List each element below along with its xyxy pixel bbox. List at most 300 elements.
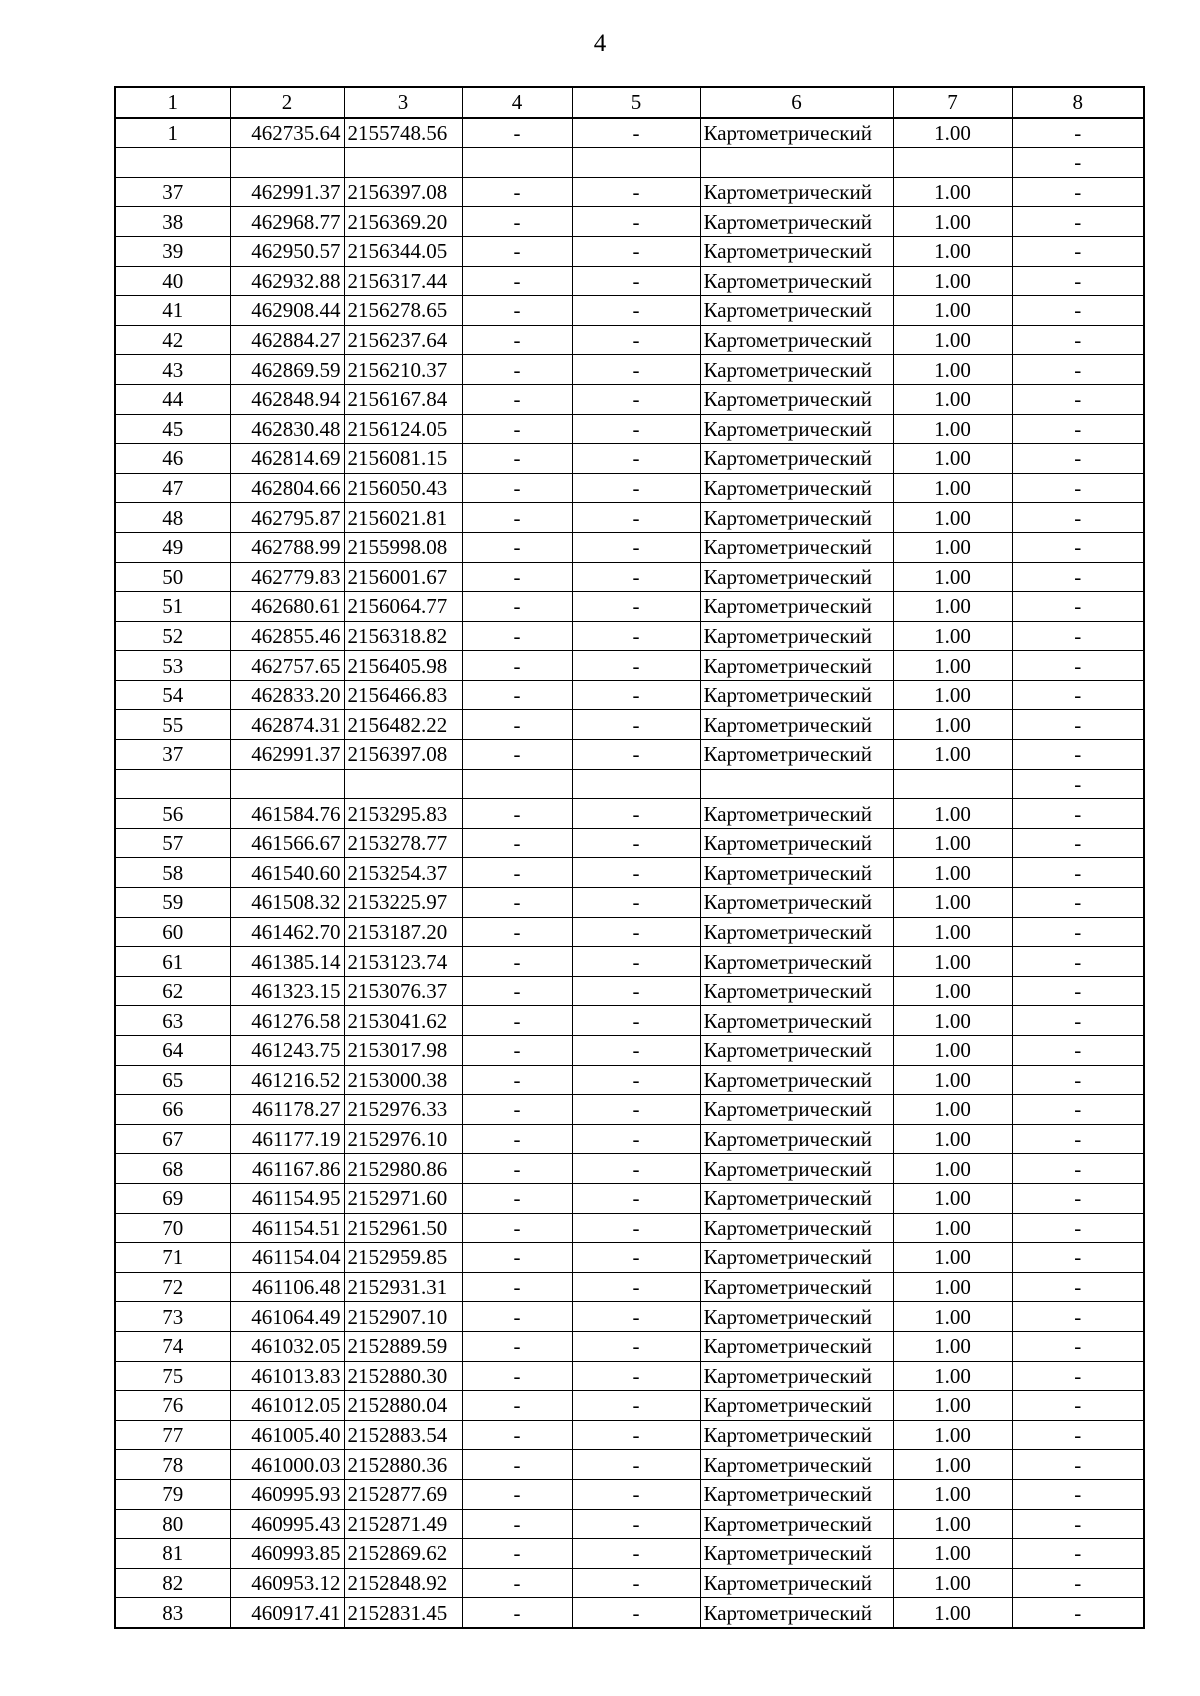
column-4-cell: - xyxy=(462,947,572,977)
precision-cell: 1.00 xyxy=(893,621,1012,651)
column-5-cell: - xyxy=(572,1361,700,1391)
precision-cell: 1.00 xyxy=(893,1598,1012,1628)
table-row xyxy=(115,947,1144,977)
column-8-cell: - xyxy=(1012,1095,1144,1125)
column-5-cell: - xyxy=(572,1509,700,1539)
table-row xyxy=(115,562,1144,592)
column-4-cell: - xyxy=(462,799,572,829)
point-number-cell: 79 xyxy=(115,1479,230,1509)
precision-cell: 1.00 xyxy=(893,1065,1012,1095)
column-8-cell: - xyxy=(1012,592,1144,622)
y-coordinate-cell: 2152889.59 xyxy=(344,1331,462,1361)
column-4-cell: - xyxy=(462,1391,572,1421)
x-coordinate-cell: 462874.31 xyxy=(230,710,344,740)
column-8-cell: - xyxy=(1012,473,1144,503)
table-row xyxy=(115,828,1144,858)
y-coordinate-cell: 2156210.37 xyxy=(344,355,462,385)
column-5-cell: - xyxy=(572,976,700,1006)
column-8-cell: - xyxy=(1012,799,1144,829)
table-row xyxy=(115,325,1144,355)
y-coordinate-cell: 2153187.20 xyxy=(344,917,462,947)
method-cell: Картометрический xyxy=(700,118,893,148)
column-5-cell: - xyxy=(572,710,700,740)
column-4-cell: - xyxy=(462,1213,572,1243)
table-row xyxy=(115,1124,1144,1154)
header-cell-1: 1 xyxy=(115,87,230,118)
column-8-cell: - xyxy=(1012,1361,1144,1391)
precision-cell: 1.00 xyxy=(893,562,1012,592)
column-4-cell: - xyxy=(462,888,572,918)
y-coordinate-cell: 2152931.31 xyxy=(344,1272,462,1302)
x-coordinate-cell xyxy=(230,769,344,799)
point-number-cell: 44 xyxy=(115,384,230,414)
column-4-cell: - xyxy=(462,296,572,326)
y-coordinate-cell: 2156278.65 xyxy=(344,296,462,326)
point-number-cell: 75 xyxy=(115,1361,230,1391)
method-cell: Картометрический xyxy=(700,1598,893,1628)
method-cell: Картометрический xyxy=(700,1006,893,1036)
column-8-cell: - xyxy=(1012,444,1144,474)
method-cell: Картометрический xyxy=(700,325,893,355)
y-coordinate-cell: 2156344.05 xyxy=(344,236,462,266)
point-number-cell: 46 xyxy=(115,444,230,474)
column-8-cell: - xyxy=(1012,384,1144,414)
x-coordinate-cell: 461276.58 xyxy=(230,1006,344,1036)
column-8-cell: - xyxy=(1012,266,1144,296)
table-row xyxy=(115,236,1144,266)
table-row xyxy=(115,1331,1144,1361)
method-cell: Картометрический xyxy=(700,1065,893,1095)
y-coordinate-cell xyxy=(344,769,462,799)
method-cell: Картометрический xyxy=(700,917,893,947)
precision-cell: 1.00 xyxy=(893,532,1012,562)
table-row xyxy=(115,355,1144,385)
column-5-cell: - xyxy=(572,1213,700,1243)
table-row xyxy=(115,1450,1144,1480)
column-8-cell: - xyxy=(1012,1539,1144,1569)
column-8-cell: - xyxy=(1012,118,1144,148)
column-8-cell: - xyxy=(1012,1391,1144,1421)
point-number-cell: 72 xyxy=(115,1272,230,1302)
x-coordinate-cell: 461243.75 xyxy=(230,1036,344,1066)
table-body xyxy=(115,118,1144,1628)
y-coordinate-cell xyxy=(344,148,462,178)
x-coordinate-cell: 461540.60 xyxy=(230,858,344,888)
column-4-cell: - xyxy=(462,917,572,947)
column-8-cell: - xyxy=(1012,710,1144,740)
y-coordinate-cell: 2156369.20 xyxy=(344,207,462,237)
column-5-cell xyxy=(572,148,700,178)
column-8-cell: - xyxy=(1012,1450,1144,1480)
point-number-cell: 54 xyxy=(115,680,230,710)
column-4-cell: - xyxy=(462,503,572,533)
column-4-cell: - xyxy=(462,621,572,651)
point-number-cell: 64 xyxy=(115,1036,230,1066)
x-coordinate-cell: 461584.76 xyxy=(230,799,344,829)
point-number-cell: 47 xyxy=(115,473,230,503)
table-row xyxy=(115,680,1144,710)
point-number-cell: 41 xyxy=(115,296,230,326)
column-4-cell: - xyxy=(462,1420,572,1450)
y-coordinate-cell: 2153017.98 xyxy=(344,1036,462,1066)
column-5-cell: - xyxy=(572,799,700,829)
column-8-cell: - xyxy=(1012,1154,1144,1184)
column-8-cell: - xyxy=(1012,1272,1144,1302)
y-coordinate-cell: 2156317.44 xyxy=(344,266,462,296)
table-row xyxy=(115,651,1144,681)
y-coordinate-cell: 2156021.81 xyxy=(344,503,462,533)
x-coordinate-cell: 461013.83 xyxy=(230,1361,344,1391)
x-coordinate-cell: 462848.94 xyxy=(230,384,344,414)
column-4-cell: - xyxy=(462,444,572,474)
point-number-cell: 76 xyxy=(115,1391,230,1421)
column-4-cell: - xyxy=(462,207,572,237)
column-4-cell: - xyxy=(462,1243,572,1273)
column-5-cell xyxy=(572,769,700,799)
precision-cell: 1.00 xyxy=(893,1479,1012,1509)
column-5-cell: - xyxy=(572,1539,700,1569)
column-5-cell: - xyxy=(572,1124,700,1154)
column-4-cell: - xyxy=(462,532,572,562)
y-coordinate-cell: 2153041.62 xyxy=(344,1006,462,1036)
column-8-cell: - xyxy=(1012,1509,1144,1539)
column-5-cell: - xyxy=(572,828,700,858)
column-8-cell: - xyxy=(1012,1213,1144,1243)
column-8-cell: - xyxy=(1012,651,1144,681)
table-header-row xyxy=(115,87,1144,118)
y-coordinate-cell: 2152869.62 xyxy=(344,1539,462,1569)
x-coordinate-cell: 460953.12 xyxy=(230,1568,344,1598)
precision-cell: 1.00 xyxy=(893,1391,1012,1421)
table-row xyxy=(115,1272,1144,1302)
column-8-cell: - xyxy=(1012,325,1144,355)
y-coordinate-cell: 2152976.33 xyxy=(344,1095,462,1125)
precision-cell: 1.00 xyxy=(893,1006,1012,1036)
y-coordinate-cell: 2156397.08 xyxy=(344,177,462,207)
y-coordinate-cell: 2156167.84 xyxy=(344,384,462,414)
method-cell: Картометрический xyxy=(700,1568,893,1598)
column-5-cell: - xyxy=(572,1450,700,1480)
y-coordinate-cell: 2152907.10 xyxy=(344,1302,462,1332)
column-8-cell: - xyxy=(1012,769,1144,799)
column-5-cell: - xyxy=(572,621,700,651)
precision-cell: 1.00 xyxy=(893,236,1012,266)
point-number-cell: 73 xyxy=(115,1302,230,1332)
column-5-cell: - xyxy=(572,592,700,622)
column-4-cell: - xyxy=(462,236,572,266)
method-cell: Картометрический xyxy=(700,355,893,385)
column-5-cell: - xyxy=(572,177,700,207)
precision-cell: 1.00 xyxy=(893,651,1012,681)
column-5-cell: - xyxy=(572,740,700,770)
point-number-cell: 57 xyxy=(115,828,230,858)
column-8-cell: - xyxy=(1012,828,1144,858)
method-cell: Картометрический xyxy=(700,592,893,622)
table-row xyxy=(115,976,1144,1006)
column-8-cell: - xyxy=(1012,740,1144,770)
y-coordinate-cell: 2156124.05 xyxy=(344,414,462,444)
column-8-cell: - xyxy=(1012,1568,1144,1598)
column-4-cell: - xyxy=(462,355,572,385)
column-4-cell: - xyxy=(462,1006,572,1036)
x-coordinate-cell: 460995.93 xyxy=(230,1479,344,1509)
point-number-cell: 68 xyxy=(115,1154,230,1184)
x-coordinate-cell xyxy=(230,148,344,178)
column-4-cell: - xyxy=(462,1183,572,1213)
table-row xyxy=(115,1539,1144,1569)
column-8-cell: - xyxy=(1012,1124,1144,1154)
column-8-cell: - xyxy=(1012,888,1144,918)
page-number: 4 xyxy=(593,30,607,57)
method-cell: Картометрический xyxy=(700,1036,893,1066)
x-coordinate-cell: 462757.65 xyxy=(230,651,344,681)
method-cell: Картометрический xyxy=(700,947,893,977)
precision-cell: 1.00 xyxy=(893,1361,1012,1391)
column-5-cell: - xyxy=(572,1568,700,1598)
method-cell: Картометрический xyxy=(700,236,893,266)
precision-cell: 1.00 xyxy=(893,1450,1012,1480)
column-8-cell: - xyxy=(1012,621,1144,651)
precision-cell: 1.00 xyxy=(893,858,1012,888)
column-5-cell: - xyxy=(572,118,700,148)
precision-cell: 1.00 xyxy=(893,296,1012,326)
method-cell: Картометрический xyxy=(700,1272,893,1302)
y-coordinate-cell: 2152961.50 xyxy=(344,1213,462,1243)
table-row xyxy=(115,592,1144,622)
method-cell: Картометрический xyxy=(700,296,893,326)
column-8-cell: - xyxy=(1012,1331,1144,1361)
x-coordinate-cell: 461005.40 xyxy=(230,1420,344,1450)
column-5-cell: - xyxy=(572,1479,700,1509)
point-number-cell: 37 xyxy=(115,177,230,207)
point-number-cell: 58 xyxy=(115,858,230,888)
column-5-cell: - xyxy=(572,355,700,385)
precision-cell: 1.00 xyxy=(893,355,1012,385)
x-coordinate-cell: 462968.77 xyxy=(230,207,344,237)
y-coordinate-cell: 2152831.45 xyxy=(344,1598,462,1628)
column-5-cell: - xyxy=(572,917,700,947)
precision-cell: 1.00 xyxy=(893,947,1012,977)
column-4-cell: - xyxy=(462,562,572,592)
method-cell: Картометрический xyxy=(700,503,893,533)
x-coordinate-cell: 461508.32 xyxy=(230,888,344,918)
table-row xyxy=(115,621,1144,651)
point-number-cell: 69 xyxy=(115,1183,230,1213)
column-8-cell: - xyxy=(1012,296,1144,326)
point-number-cell: 53 xyxy=(115,651,230,681)
y-coordinate-cell: 2156081.15 xyxy=(344,444,462,474)
point-number-cell: 62 xyxy=(115,976,230,1006)
column-5-cell: - xyxy=(572,296,700,326)
column-8-cell: - xyxy=(1012,1479,1144,1509)
column-5-cell: - xyxy=(572,1302,700,1332)
method-cell: Картометрический xyxy=(700,1302,893,1332)
precision-cell: 1.00 xyxy=(893,473,1012,503)
column-5-cell: - xyxy=(572,1036,700,1066)
precision-cell: 1.00 xyxy=(893,1183,1012,1213)
table-row xyxy=(115,532,1144,562)
precision-cell: 1.00 xyxy=(893,414,1012,444)
column-5-cell: - xyxy=(572,1183,700,1213)
method-cell: Картометрический xyxy=(700,1154,893,1184)
column-5-cell: - xyxy=(572,1391,700,1421)
y-coordinate-cell: 2156482.22 xyxy=(344,710,462,740)
point-number-cell: 70 xyxy=(115,1213,230,1243)
column-4-cell: - xyxy=(462,1095,572,1125)
table-row xyxy=(115,1036,1144,1066)
point-number-cell: 40 xyxy=(115,266,230,296)
table-row xyxy=(115,710,1144,740)
x-coordinate-cell: 461154.95 xyxy=(230,1183,344,1213)
coordinates-table xyxy=(114,86,1145,1629)
column-4-cell: - xyxy=(462,414,572,444)
precision-cell: 1.00 xyxy=(893,503,1012,533)
column-5-cell: - xyxy=(572,236,700,266)
column-4-cell: - xyxy=(462,828,572,858)
x-coordinate-cell: 462788.99 xyxy=(230,532,344,562)
y-coordinate-cell: 2153000.38 xyxy=(344,1065,462,1095)
x-coordinate-cell: 461462.70 xyxy=(230,917,344,947)
y-coordinate-cell: 2156001.67 xyxy=(344,562,462,592)
point-number-cell xyxy=(115,769,230,799)
y-coordinate-cell: 2153225.97 xyxy=(344,888,462,918)
table-row xyxy=(115,1213,1144,1243)
precision-cell: 1.00 xyxy=(893,1095,1012,1125)
precision-cell: 1.00 xyxy=(893,1272,1012,1302)
x-coordinate-cell: 462991.37 xyxy=(230,740,344,770)
table-row xyxy=(115,1361,1144,1391)
point-number-cell: 51 xyxy=(115,592,230,622)
table-row xyxy=(115,177,1144,207)
column-4-cell: - xyxy=(462,1479,572,1509)
table-row xyxy=(115,1183,1144,1213)
column-4-cell: - xyxy=(462,1302,572,1332)
x-coordinate-cell: 462932.88 xyxy=(230,266,344,296)
y-coordinate-cell: 2156318.82 xyxy=(344,621,462,651)
column-4-cell: - xyxy=(462,1539,572,1569)
column-5-cell: - xyxy=(572,1598,700,1628)
column-4-cell: - xyxy=(462,473,572,503)
column-5-cell: - xyxy=(572,1243,700,1273)
method-cell: Картометрический xyxy=(700,1183,893,1213)
y-coordinate-cell: 2152848.92 xyxy=(344,1568,462,1598)
method-cell: Картометрический xyxy=(700,1479,893,1509)
point-number-cell: 43 xyxy=(115,355,230,385)
precision-cell: 1.00 xyxy=(893,1568,1012,1598)
y-coordinate-cell: 2152971.60 xyxy=(344,1183,462,1213)
table-row xyxy=(115,503,1144,533)
precision-cell: 1.00 xyxy=(893,799,1012,829)
column-4-cell: - xyxy=(462,1065,572,1095)
y-coordinate-cell: 2153254.37 xyxy=(344,858,462,888)
table-row xyxy=(115,1568,1144,1598)
header-cell-8: 8 xyxy=(1012,87,1144,118)
column-4-cell: - xyxy=(462,384,572,414)
precision-cell: 1.00 xyxy=(893,118,1012,148)
column-5-cell: - xyxy=(572,266,700,296)
column-8-cell: - xyxy=(1012,148,1144,178)
precision-cell: 1.00 xyxy=(893,1124,1012,1154)
table-row xyxy=(115,207,1144,237)
precision-cell: 1.00 xyxy=(893,266,1012,296)
table-row xyxy=(115,266,1144,296)
column-4-cell: - xyxy=(462,118,572,148)
table-row xyxy=(115,384,1144,414)
point-number-cell: 82 xyxy=(115,1568,230,1598)
column-4-cell: - xyxy=(462,1331,572,1361)
y-coordinate-cell: 2152871.49 xyxy=(344,1509,462,1539)
point-number-cell: 63 xyxy=(115,1006,230,1036)
method-cell xyxy=(700,148,893,178)
column-4-cell: - xyxy=(462,1598,572,1628)
precision-cell: 1.00 xyxy=(893,592,1012,622)
column-8-cell: - xyxy=(1012,177,1144,207)
method-cell: Картометрический xyxy=(700,532,893,562)
method-cell: Картометрический xyxy=(700,266,893,296)
column-5-cell: - xyxy=(572,384,700,414)
column-8-cell: - xyxy=(1012,1420,1144,1450)
y-coordinate-cell: 2155748.56 xyxy=(344,118,462,148)
column-5-cell: - xyxy=(572,1065,700,1095)
x-coordinate-cell: 461178.27 xyxy=(230,1095,344,1125)
precision-cell: 1.00 xyxy=(893,207,1012,237)
column-4-cell: - xyxy=(462,1568,572,1598)
x-coordinate-cell: 462884.27 xyxy=(230,325,344,355)
y-coordinate-cell: 2152883.54 xyxy=(344,1420,462,1450)
column-5-cell: - xyxy=(572,651,700,681)
method-cell: Картометрический xyxy=(700,1213,893,1243)
point-number-cell: 38 xyxy=(115,207,230,237)
method-cell: Картометрический xyxy=(700,1124,893,1154)
column-4-cell: - xyxy=(462,266,572,296)
precision-cell: 1.00 xyxy=(893,1154,1012,1184)
point-number-cell: 42 xyxy=(115,325,230,355)
column-5-cell: - xyxy=(572,1420,700,1450)
x-coordinate-cell: 460993.85 xyxy=(230,1539,344,1569)
column-5-cell: - xyxy=(572,473,700,503)
method-cell: Картометрический xyxy=(700,976,893,1006)
y-coordinate-cell: 2156237.64 xyxy=(344,325,462,355)
header-cell-7: 7 xyxy=(893,87,1012,118)
point-number-cell: 80 xyxy=(115,1509,230,1539)
precision-cell: 1.00 xyxy=(893,1539,1012,1569)
column-4-cell: - xyxy=(462,858,572,888)
column-5-cell: - xyxy=(572,947,700,977)
column-4-cell: - xyxy=(462,325,572,355)
method-cell: Картометрический xyxy=(700,562,893,592)
table-row xyxy=(115,1479,1144,1509)
table-row xyxy=(115,888,1144,918)
y-coordinate-cell: 2152980.86 xyxy=(344,1154,462,1184)
column-8-cell: - xyxy=(1012,562,1144,592)
x-coordinate-cell: 461385.14 xyxy=(230,947,344,977)
y-coordinate-cell: 2152880.04 xyxy=(344,1391,462,1421)
y-coordinate-cell: 2153076.37 xyxy=(344,976,462,1006)
method-cell: Картометрический xyxy=(700,177,893,207)
x-coordinate-cell: 460917.41 xyxy=(230,1598,344,1628)
header-cell-5: 5 xyxy=(572,87,700,118)
method-cell: Картометрический xyxy=(700,621,893,651)
method-cell: Картометрический xyxy=(700,858,893,888)
column-8-cell: - xyxy=(1012,917,1144,947)
precision-cell: 1.00 xyxy=(893,325,1012,355)
column-5-cell: - xyxy=(572,1154,700,1184)
header-cell-3: 3 xyxy=(344,87,462,118)
y-coordinate-cell: 2156064.77 xyxy=(344,592,462,622)
precision-cell: 1.00 xyxy=(893,444,1012,474)
point-number-cell xyxy=(115,148,230,178)
column-5-cell: - xyxy=(572,1006,700,1036)
